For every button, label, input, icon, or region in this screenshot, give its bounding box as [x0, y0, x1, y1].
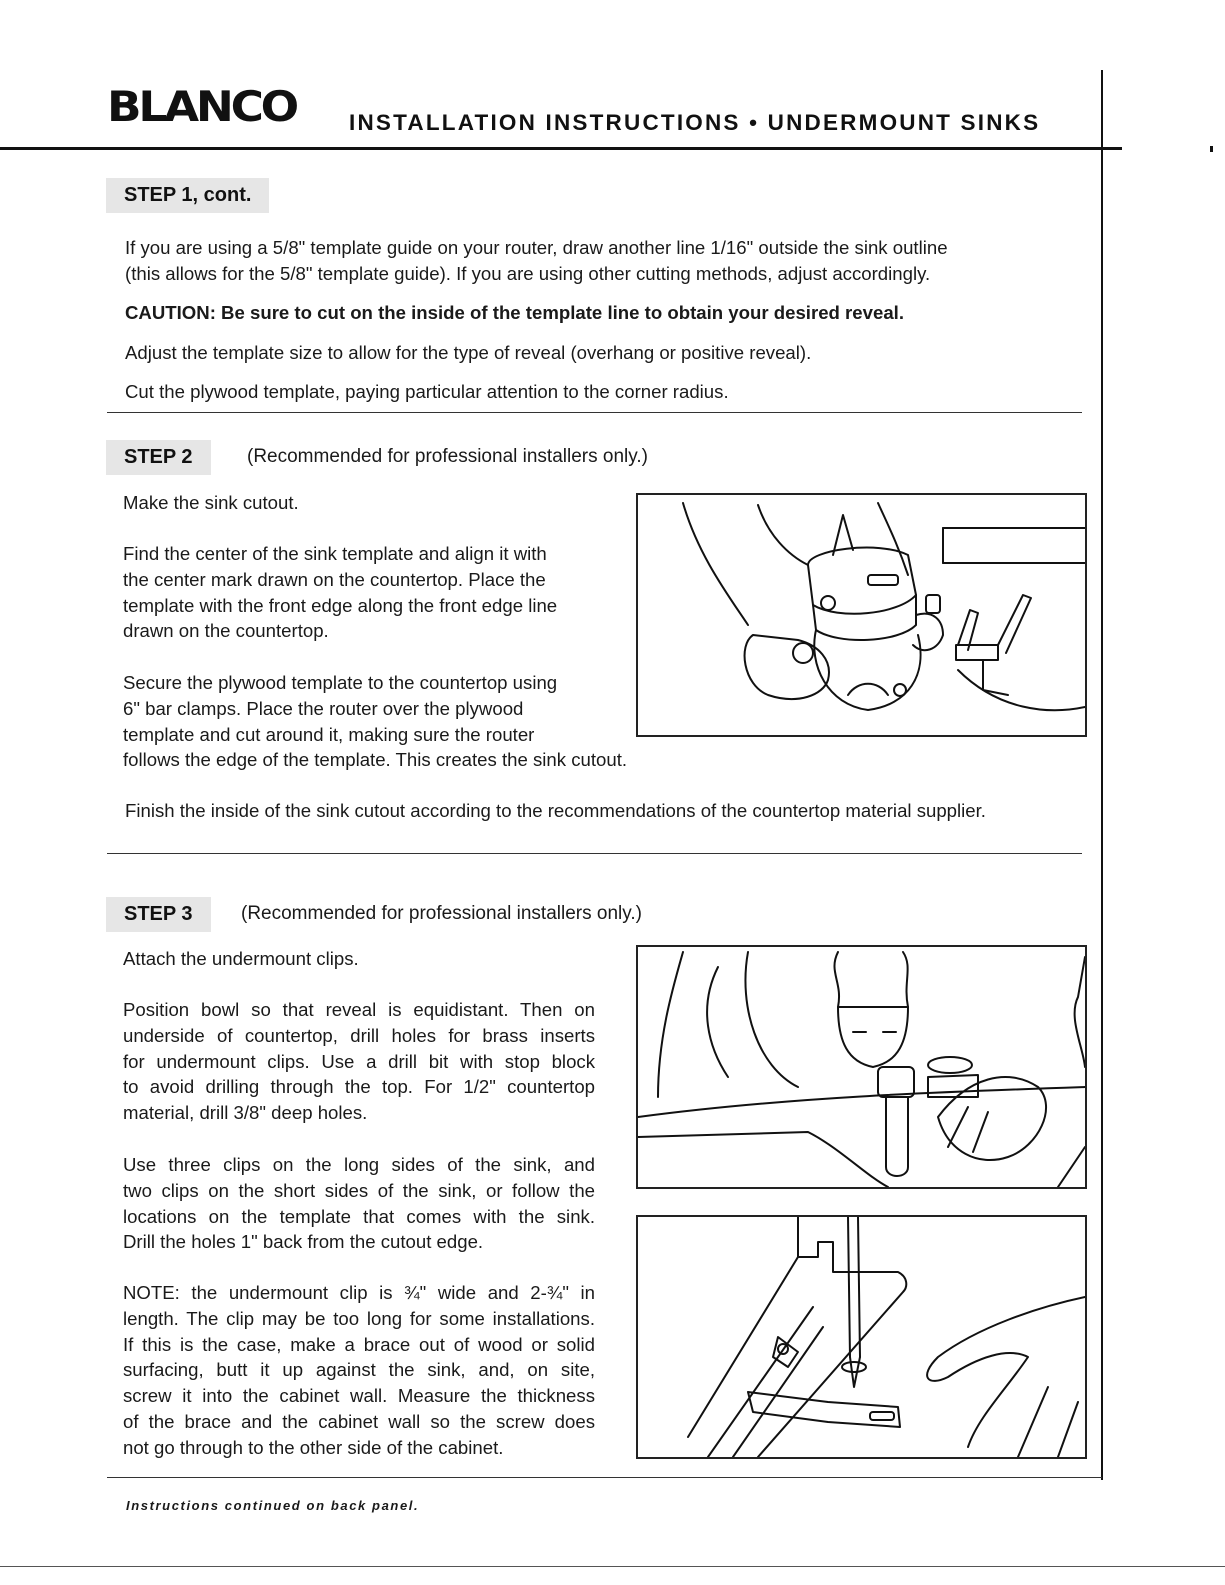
edge-mark — [1210, 146, 1213, 152]
step1-cut — [125, 379, 729, 405]
section-divider — [107, 1477, 1102, 1478]
step3-intro-text: Attach the undermount clips. — [123, 948, 359, 969]
step3-note: (Recommended for professional installers only.) — [241, 903, 642, 924]
header-rule — [0, 147, 1122, 150]
continuation-note: Instructions continued on back panel. — [126, 1498, 420, 1513]
text-line: of the brace and the cabinet wall so the screw does — [123, 1410, 595, 1432]
step3-intro — [123, 946, 359, 972]
text-line: NOTE: the undermount clip is ¾" wide and 2-¾" in — [123, 1282, 595, 1303]
text-line: template with the front edge along the front edge line — [123, 594, 558, 616]
text-line: drawn on the countertop. — [123, 620, 329, 642]
text-line: two clips on the short sides of the sink, or follow the — [123, 1179, 595, 1201]
step1-line: (this allows for the 5/8" template guide). If you are using other cutting methods, adjust accordingly. — [125, 262, 931, 284]
step2-intro-text: Make the sink cutout. — [123, 492, 299, 513]
text-line: Drill the holes 1" back from the cutout edge. — [123, 1231, 484, 1253]
step2-para1 — [123, 541, 557, 644]
step3-para1 — [123, 997, 595, 1126]
page-bottom-rule — [0, 1566, 1225, 1567]
cut-text: Cut the plywood template, paying particular attention to the corner radius. — [125, 381, 729, 402]
step2-finish — [125, 798, 986, 824]
text-line: locations on the template that comes with the sink. — [123, 1205, 595, 1227]
step3-tag: STEP 3 — [106, 897, 211, 932]
section-divider — [107, 412, 1082, 413]
text-line: Use three clips on the long sides of the sink, and — [123, 1154, 595, 1175]
step1-tag: STEP 1, cont. — [106, 178, 269, 213]
text-line: Secure the plywood template to the countertop using — [123, 672, 558, 693]
step2-note: (Recommended for professional installers only.) — [247, 446, 648, 467]
document-title: INSTALLATION INSTRUCTIONS • UNDERMOUNT SINKS — [349, 110, 1041, 135]
text-line: 6" bar clamps. Place the router over the plywood — [123, 697, 524, 719]
text-line: not go through to the other side of the cabinet. — [123, 1436, 504, 1458]
right-margin-rule — [1101, 70, 1103, 1480]
finish-text: Finish the inside of the sink cutout according to the recommendations of the countertop material supplier. — [125, 800, 986, 821]
clip-screwdriver-illustration — [636, 1215, 1087, 1459]
text-line: follows the edge of the template. This creates the sink cutout. — [123, 749, 628, 771]
step3-para2 — [123, 1152, 595, 1255]
step2-intro — [123, 490, 299, 516]
section-divider — [107, 853, 1082, 854]
text-line: to avoid drilling through the top. For 1/2" countertop — [123, 1076, 595, 1098]
text-line: material, drill 3/8" deep holes. — [123, 1102, 368, 1124]
caution-text: CAUTION: Be sure to cut on the inside of the template line to obtain your desired reveal. — [125, 302, 904, 323]
step1-caution — [125, 300, 904, 326]
step2-tag: STEP 2 — [106, 440, 211, 475]
step3-para3 — [123, 1280, 595, 1461]
step1-text — [125, 235, 948, 287]
text-line: Find the center of the sink template and align it with — [123, 543, 547, 564]
text-line: If this is the case, make a brace out of wood or solid — [123, 1333, 595, 1355]
text-line: Position bowl so that reveal is equidistant. Then on — [123, 999, 595, 1020]
step1-adjust — [125, 340, 811, 366]
drill-icon — [638, 947, 1085, 1187]
text-line: surfacing, butt it up against the sink, and, on site, — [123, 1359, 595, 1381]
brand-logo: BLANCO — [107, 82, 296, 131]
text-line: for undermount clips. Use a drill bit with stop block — [123, 1050, 595, 1072]
step1-line: If you are using a 5/8" template guide on your router, draw another line 1/16" outside the sink outline — [125, 237, 948, 258]
text-line: underside of countertop, drill holes for brass inserts — [123, 1024, 595, 1046]
router-cutting-illustration — [636, 493, 1087, 737]
text-line: length. The clip may be too long for some installations. — [123, 1307, 595, 1329]
step2-para2 — [123, 670, 627, 773]
text-line: the center mark drawn on the countertop. Place the — [123, 568, 546, 590]
adjust-text: Adjust the template size to allow for the type of reveal (overhang or positive reveal). — [125, 342, 812, 363]
router-cutting-icon — [638, 495, 1085, 735]
clip-screwdriver-icon — [638, 1217, 1085, 1457]
text-line: template and cut around it, making sure the router — [123, 723, 535, 745]
text-line: screw it into the cabinet wall. Measure the thickness — [123, 1385, 595, 1407]
drill-illustration — [636, 945, 1087, 1189]
